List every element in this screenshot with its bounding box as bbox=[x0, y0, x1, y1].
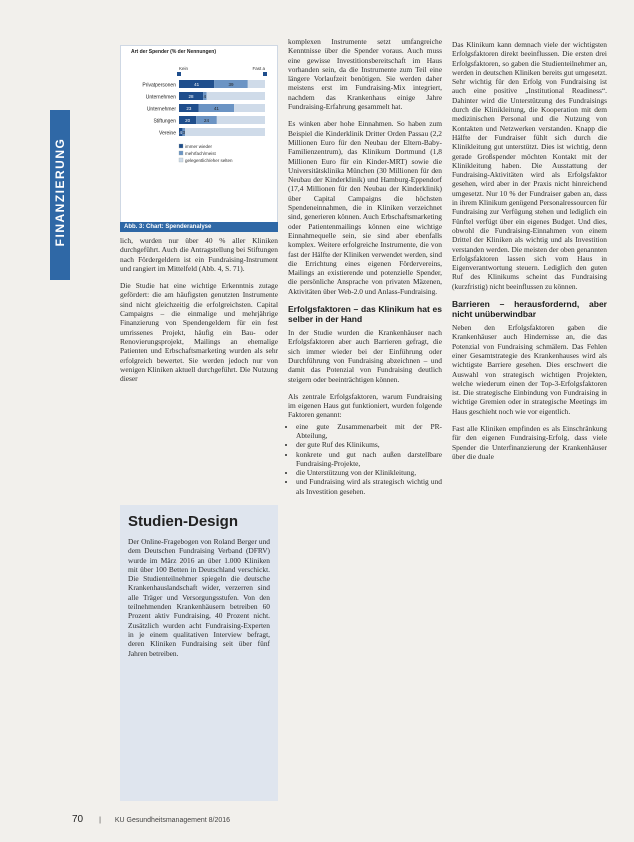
column-1 bbox=[120, 236, 278, 391]
paragraph: Fast alle Kliniken empfinden es als Einschränkung für den eigenen Fundraising-Erfolg, dass viele Spender die Unterfinanzierung der Krankenhäuser über die duale bbox=[452, 423, 607, 461]
paragraph: Neben den Erfolgsfaktoren gaben die Krankenhäuser auch Hindernisse an, die das Potenzial von Fundraising schmälern. Das Fehlen einer Gesamtstrategie des Krankenhauses wird als wichtigste Barriere gesehen. Dies erschwert die Auswahl von strategisch wichtigen Projekten, welche wiederum einen der Top-3-Erfolgsfaktoren ist. Die strategische Einbindung von Fundraising in wichtige Gremien oder in strategische Meetings im Haus geschieht noch wie vor eigentlich. bbox=[452, 323, 607, 416]
axis-label-right: Fast a bbox=[252, 66, 265, 71]
legend-label: immer wieder bbox=[185, 144, 213, 149]
studien-design-box bbox=[120, 505, 278, 801]
list-item: • konkrete und gut nach außen darstellbare Fundraising-Projekte, bbox=[296, 450, 442, 469]
column-2 bbox=[288, 37, 442, 502]
axis-marker-left bbox=[177, 72, 181, 76]
legend-label: gelegentlich/eher selten bbox=[185, 158, 233, 163]
stacked-bar-chart bbox=[121, 56, 277, 226]
subheading: Erfolgsfaktoren – das Klinikum hat es selber in der Hand bbox=[288, 304, 442, 325]
chart-caption: Abb. 3: Chart: Spenderanalyse bbox=[120, 222, 278, 232]
page-number: 70 bbox=[72, 814, 84, 825]
category-label: Privatpersonen bbox=[142, 82, 176, 89]
box-text: Der Online-Fragebogen von Roland Berger und dem Deutschen Fundraising Verband (DFRV) wurde im März 2016 an über 1.000 Kliniken mit über 100 Betten in Deutschland verschickt. Die Studienteilnehmer spiegeln die deutsche Krankenhauslandschaft wider, verzerren sind alle Träger und Versorgungsstufen. Von den teilnehmenden Krankenhäusern betreiben 60 Prozent aktiv Fundraising, 40 Prozent nicht. Zusätzlich wurden acht Fundraising-Experten in je einem qualitativen Interview befragt, deren Kliniken Fundraising seit über fünf Jahren betreiben. bbox=[128, 537, 270, 658]
paragraph: Es winken aber hohe Einnahmen. So haben zum Beispiel die Kinderklinik Dritter Orden Passau (2,2 Millionen Euro für den Neubau der Eltern-Baby-Familienzentrum), das Klinikum Dortmund (1,8 Millionen Euro für ein Kinder-MRT) sowie die Universitätsklinika München (30 Millionen für den Neubau der Kinderklinik) und Hamburg-Eppendorf (17,4 Millionen für den Neubau der Kinderklinik) über Capital Campaigns die höchsten Spendeneinnahmen, die in Kliniken verzeichnet sind, generieren können. Auch Erbschaftsmarketing oder Patientenmailings können eine wichtige Einnahmequelle sein, sie sind aber ebenfalls komplex. Weitere erfolgreiche Instrumente, die von fast der Hälfte der Kliniken verwendet werden, sind die Errichtung eines eigenen Fördervereins, Mailings an existierende und potenzielle Spender, die persönliche Ansprache von privaten Mäzenen, Aktivitäten über Web-2.0 und Anlass-Fundraising. bbox=[288, 119, 442, 296]
chart-box bbox=[120, 45, 278, 230]
data-label: 4 bbox=[203, 94, 207, 99]
paragraph: Das Klinikum kann demnach viele der wichtigsten Erfolgsfaktoren direkt beeinflussen. Die ersten drei Erfolgsfaktoren, so gaben die Studienteilnehmer an, werden in deutschen Kliniken bereits gut umgesetzt. Sehr wichtig für den Erfolg von Fundraising ist auch eine positive „Institutional Readiness“. Dahinter wird die Unterstützung des Fundraisings durch die Klinikleitung, die Kooperation mit dem medizinischen Personal und die Nutzung von Kontakten und Netzwerken verstanden. Knapp die Hälfte der Fundraiser fühlt sich durch die Klinikleitung gut unterstützt. Dies ist wichtig, denn gerade Großspender möchten Kontakt mit der Klinikleitung haben. Die Ausstattung der Fundraising-Aktivitäten wird als Erfolgsfaktor gesehen, wird aber in der Praxis nicht hinreichend umgesetzt. Nur 10 % der Fundraiser gaben an, dass in ihrem Klinikum genügend Personalressourcen für Fundraising zur Verfügung stehen und lediglich ein Fünftel verfügt über ein eigenes Budget. Und dies, obwohl die Fundraising-Einnahmen von einem Drittel der Kliniken als wichtig und als Investition verstanden werden. Die meisten der oben genannten Erfolgsfaktoren lassen sich vom Haus in Eigenverantwortung steuern. Lediglich den guten Ruf des Klinikums scheint das Fundraising (kurzfristig) nicht beeinflussen zu können. bbox=[452, 40, 607, 291]
list-item: • die Unterstützung von der Klinikleitung, bbox=[296, 468, 442, 477]
footer-divider: | bbox=[99, 817, 101, 824]
axis-label-left: Kein bbox=[179, 66, 189, 71]
data-label: 28 bbox=[188, 94, 194, 99]
paragraph: komplexen Instrumente setzt umfangreiche Kenntnisse über die Spender voraus. Auch muss eine gewisse Investitionsbereitschaft im Haus vorhanden sein, da die Instrumente zum Teil eine längere Vorlaufzeit benötigen. Sie werden daher meistens erst im Fundraising-Mix integriert, nachdem das Krankenhaus einige Jahre Fundraising-Erfahrung gesammelt hat. bbox=[288, 37, 442, 112]
category-label: Unternehmer bbox=[146, 106, 176, 113]
section-tab bbox=[50, 110, 70, 280]
list-item: • und Fundraising wird als strategisch wichtig und als Investition gesehen. bbox=[296, 477, 442, 496]
category-label: Vereine bbox=[159, 130, 176, 137]
bar-segment bbox=[234, 104, 265, 112]
section-tab-label: FINANZIERUNG bbox=[53, 137, 67, 247]
subheading: Barrieren – herausfordernd, aber nicht unüberwindbar bbox=[452, 299, 607, 320]
paragraph: Die Studie hat eine wichtige Erkenntnis zutage gefördert: die am häufigsten genutzten Instrumente sind nicht gleichzeitig die erfolgreichsten. Capital Campaigns – die einmalige und mehrjährige Finanzierung von Spendengeldern für ein fest umrissenes Projekt, häufig ein Bau- oder Renovierungsprojekt, Mailings an ehemalige Patienten und Erbschaftsmarketing wurden als sehr erfolgreich bewertet. Sie werden jedoch nur von wenigen Kliniken aktuell durchgeführt. Die Nutzung dieser bbox=[120, 281, 278, 384]
data-label: 41 bbox=[194, 82, 200, 87]
data-label: 23 bbox=[186, 106, 192, 111]
data-label: 39 bbox=[228, 82, 234, 87]
legend-label: mehrfach/meist bbox=[185, 151, 216, 156]
data-label: 24 bbox=[204, 118, 210, 123]
data-label: 20 bbox=[185, 118, 191, 123]
paragraph: Als zentrale Erfolgsfaktoren, warum Fundraising im eigenen Haus gut funktioniert, wurden folgende Faktoren genannt: bbox=[288, 391, 442, 420]
category-label: Stiftungen bbox=[153, 118, 176, 125]
journal-name: KU Gesundheitsmanagement 8/2016 bbox=[114, 817, 231, 824]
data-label: 4 bbox=[179, 130, 182, 135]
bar-segment bbox=[248, 80, 265, 88]
bar-segment bbox=[217, 116, 265, 124]
paragraph: In der Studie wurden die Krankenhäuser nach Erfolgsfaktoren aber auch Barrieren gefragt, die sich immer wieder bei der Einführung oder Durchführung von Fundraising abzeichnen – und damit das Potenzial von Fundraising deutlich steigern oder beeinträchtigen können. bbox=[288, 328, 442, 384]
box-heading: Studien-Design bbox=[128, 513, 239, 530]
data-label: 3 bbox=[182, 130, 185, 135]
data-label: 41 bbox=[213, 106, 219, 111]
axis-marker-right bbox=[263, 72, 267, 76]
paragraph: lich, wurden nur über 40 % aller Kliniken durchgeführt. Auch die Antragstellung bei Stiftungen nach Fördergeldern ist ein Fundraising-Instrument und rangiert im Mittelfeld (Abb. 4, S. 71). bbox=[120, 236, 278, 273]
bullet-list bbox=[288, 422, 442, 496]
page-footer bbox=[72, 814, 230, 825]
list-item: • eine gute Zusammenarbeit mit der PR-Abteilung, bbox=[296, 422, 442, 441]
column-3 bbox=[452, 40, 607, 469]
legend-swatch bbox=[179, 151, 183, 155]
category-label: Unternehmen bbox=[145, 94, 176, 101]
list-item: • der gute Ruf des Klinikums, bbox=[296, 440, 442, 449]
legend-swatch bbox=[179, 144, 183, 148]
bar-segment bbox=[185, 128, 265, 136]
legend-swatch bbox=[179, 158, 183, 162]
chart-title: Art der Spender (% der Nennungen) bbox=[131, 49, 217, 55]
bar-segment bbox=[207, 92, 265, 100]
